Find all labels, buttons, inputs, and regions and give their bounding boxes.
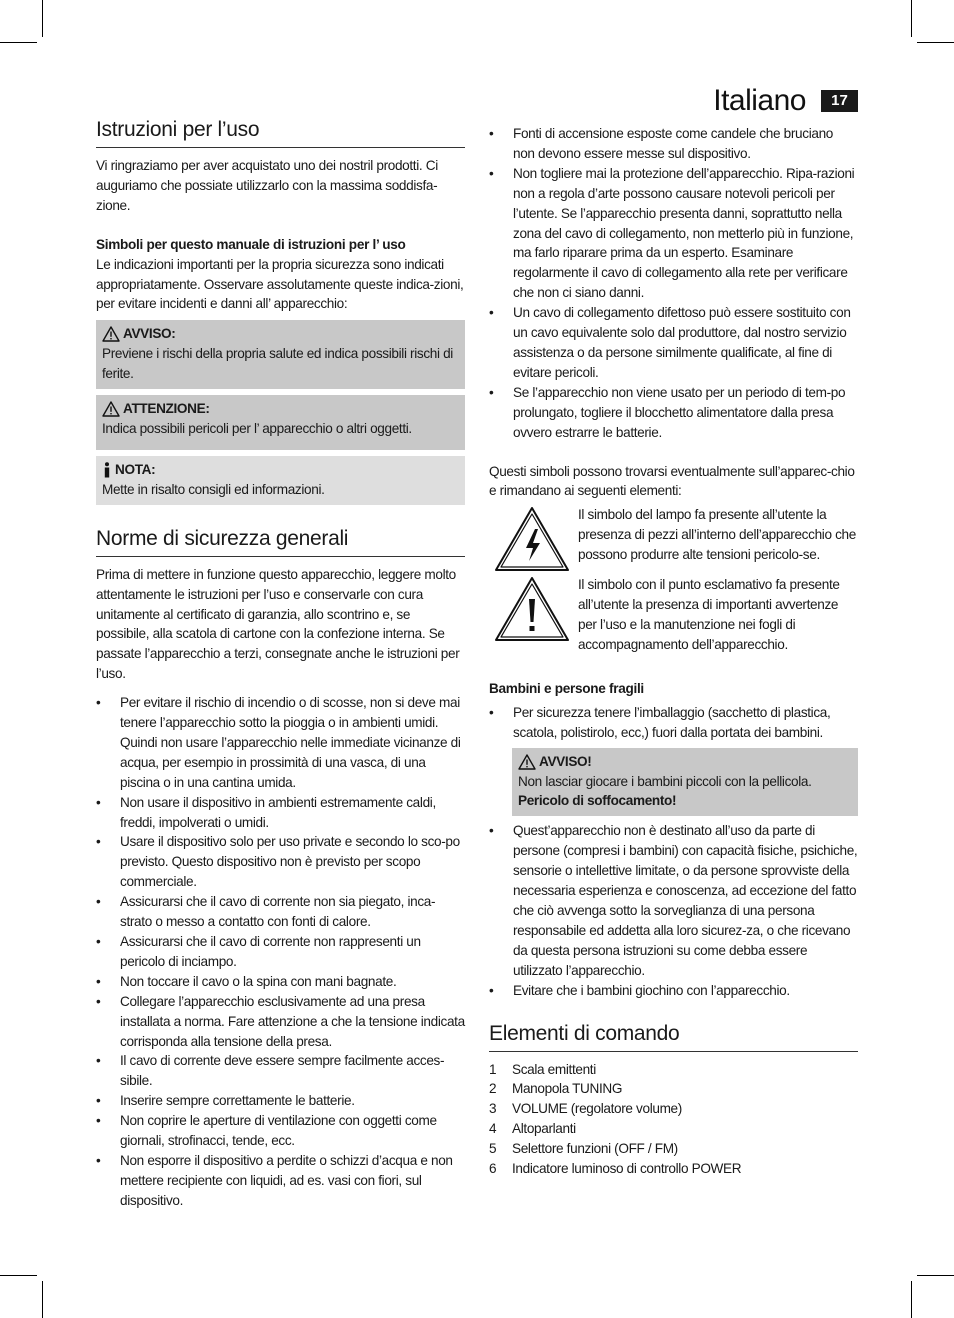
warning-box [96, 320, 465, 389]
list-item: • Non esporre il dispositivo a perdite o schizzi d’acqua e non mettere recipiente con liquidi, ad es. vasi con fiori, sul dispositivo. [96, 1151, 465, 1211]
subsection-title-symbols: Simboli per questo manuale di istruzioni per l’ uso [96, 236, 406, 252]
exclamation-symbol-text: Il simbolo con il punto esclamativo fa presente all’utente la presenza di importanti avvertenze per l’uso e la manutenzione nei fogli di accompagnamento dell’apparecchio. [578, 577, 840, 653]
crop-mark [0, 1275, 37, 1276]
caution-box-text: Indica possibili pericoli per l’ apparecchio o altri oggetti. [102, 420, 412, 436]
list-item: • Non usare il dispositivo in ambienti estremamente caldi, freddi, impolverati o umidi. [96, 793, 465, 833]
children-warning-header [518, 752, 852, 772]
safety-intro-text: Prima di mettere in funzione questo apparecchio, leggere molto attentamente le istruzioni per l’uso e conservarle con cura unitamente al certificato di garanzia, allo scontrino e, se possibile, alla scatola di cartone con la confezione interna. Se passate l’apparecchio a terzi, consegnate anche le istruzioni per l’uso. [96, 566, 460, 682]
symbols-text: Le indicazioni importanti per la propria sicurezza sono indicati appropriatamente. Osservare assolutamente queste indica-zioni, per evitare incidenti e danni all’ apparecchio: [96, 256, 464, 312]
list-item: • Assicurarsi che il cavo di corrente non sia piegato, inca-strato o messo a contatto con fonti di calore. [96, 892, 465, 932]
note-box [96, 456, 465, 505]
list-item: • Inserire sempre correttamente le batterie. [96, 1091, 465, 1111]
children-warning-title: AVVISO! [539, 753, 592, 769]
left-column [96, 118, 465, 1211]
caution-box [96, 395, 465, 450]
caution-box-header [102, 399, 459, 419]
list-item: 1 Scala emittenti [489, 1061, 596, 1077]
section-title-instructions: Istruzioni per l’uso [96, 118, 465, 148]
warning-triangle-icon [102, 326, 120, 342]
intro-text: Vi ringraziamo per aver acquistato uno dei nostril prodotti. Ci auguriamo che possiate utilizzarlo con la massima soddisfa-zione. [96, 158, 438, 213]
subsection-title-children: Bambini e persone fragili [489, 680, 644, 696]
lightning-symbol-text: Il simbolo del lampo fa presente all’utente la presenza di pezzi all’interno dell’apparecchio che possono produrre alte tensioni pericolo-se. [578, 507, 856, 563]
children-list [489, 703, 858, 743]
children-warning-box [512, 748, 858, 817]
list-item: • Assicurarsi che il cavo di corrente non rappresenti un pericolo di inciampo. [96, 932, 465, 972]
list-item: • Un cavo di collegamento difettoso può essere sostituito con un cavo equivalente solo dal produttore, dal nostro servizio assistenza o da persone similmente qualificate, al fine di evitare pericoli. [489, 303, 858, 383]
crop-mark [42, 1281, 43, 1318]
safety-list-continued [489, 124, 858, 443]
section-title-controls: Elementi di comando [489, 1022, 858, 1052]
list-item: 5 Selettore funzioni (OFF / FM) [489, 1141, 678, 1157]
exclamation-warning-icon [493, 575, 571, 643]
list-item: • Collegare l’apparecchio esclusivamente ad una presa installata a norma. Fare attenzione a che la tensione indicata corrisponda alla tensione della presa. [96, 992, 465, 1052]
note-box-text: Mette in risalto consigli ed informazioni. [102, 481, 325, 497]
note-box-header [102, 460, 459, 480]
lightning-symbol-row [489, 505, 858, 573]
page-number: 17 [821, 90, 858, 112]
crop-mark [42, 0, 43, 37]
list-item: • Il cavo di corrente deve essere sempre facilmente acces-sibile. [96, 1051, 465, 1091]
info-icon [102, 462, 112, 478]
crop-mark [911, 1281, 912, 1318]
exclamation-symbol-row [489, 575, 858, 655]
list-item: • Non toccare il cavo o la spina con mani bagnate. [96, 972, 465, 992]
list-item: • Non togliere mai la protezione dell’apparecchio. Ripa-razioni non a regola d’arte possono causare notevoli pericoli per l’utente. Se l’apparecchio presenta danni, soprattutto nella zona del cavo di collegamento, non metterlo più in funzione, ma farlo riparare prima da un esperto. Esaminare regolarmente il cavo di collegamento alla rete per verificare che non ci siano danni. [489, 164, 858, 303]
list-item: • Evitare che i bambini giochino con l’apparecchio. [489, 981, 858, 1001]
warning-box-header [102, 324, 459, 344]
safety-list [96, 693, 465, 1211]
list-item: • Per evitare il rischio di incendio o di scosse, non si deve mai tenere l’apparecchio sotto la pioggia o in ambienti umidi. Quindi non usare l’apparecchio nelle immediate vicinanze di acqua, per esempio in prossimità di una vasca, di una piscina o in una cantina umida. [96, 693, 465, 793]
list-item: • Quest’apparecchio non è destinato all’uso da parte di persone (compresi i bambini) con capacità fisiche, psichiche, sensorie o intellettive limitate, o da persone sprovviste della necessaria esperienza e conoscenza, ad eccezione del fatto che ciò avvenga sotto la sorveglianza di una persona responsabile ed addetta alla loro sicurez-za, o che ricevano da questa persona istruzioni su come debba essere utilizzato l’apparecchio. [489, 821, 858, 980]
children-list-continued [489, 821, 858, 1000]
children-warning-bold: Pericolo di soffocamento! [518, 793, 677, 809]
section-title-safety: Norme di sicurezza generali [96, 527, 465, 557]
language-title: Italiano [713, 84, 806, 117]
lightning-warning-icon [493, 505, 571, 573]
warning-box-text: Previene i rischi della propria salute ed indica possibili rischi di ferite. [102, 346, 453, 382]
note-box-title: NOTA: [115, 461, 156, 477]
list-item: • Per sicurezza tenere l’imballaggio (sacchetto di plastica, scatola, polistirolo, ecc,) fuori dalla portata dei bambini. [489, 703, 858, 743]
warning-box-title: AVVISO: [123, 326, 176, 342]
list-item: • Fonti di accensione esposte come candele che bruciano non devono essere messe sul dispositivo. [489, 124, 858, 164]
symbols-intro-text: Questi simboli possono trovarsi eventualmente sull’apparec-chio e rimandano ai seguenti elementi: [489, 463, 855, 499]
list-item: 6 Indicatore luminoso di controllo POWER [489, 1161, 742, 1177]
right-column [489, 124, 858, 1179]
crop-mark [911, 0, 912, 37]
list-item: • Usare il dispositivo solo per uso private e secondo lo sco-po previsto. Questo dispositivo non è previsto per scopo commerciale. [96, 832, 465, 892]
list-item: 2 Manopola TUNING [489, 1081, 623, 1097]
list-item: 4 Altoparlanti [489, 1121, 576, 1137]
list-item: • Non coprire le aperture di ventilazione con oggetti come giornali, strofinacci, tende, ecc. [96, 1111, 465, 1151]
list-item: • Se l’apparecchio non viene usato per un periodo di tem-po prolungato, togliere il blocchetto alimentatore dalla presa ovvero estrarre le batterie. [489, 383, 858, 443]
crop-mark [917, 1275, 954, 1276]
controls-list [489, 1060, 858, 1179]
list-item: 3 VOLUME (regolatore volume) [489, 1101, 682, 1117]
warning-triangle-icon [102, 401, 120, 417]
warning-triangle-icon [518, 754, 536, 770]
caution-box-title: ATTENZIONE: [123, 401, 210, 417]
crop-mark [917, 42, 954, 43]
children-warning-text: Non lasciar giocare i bambini piccoli con la pellicola. [518, 773, 812, 789]
crop-mark [0, 42, 37, 43]
